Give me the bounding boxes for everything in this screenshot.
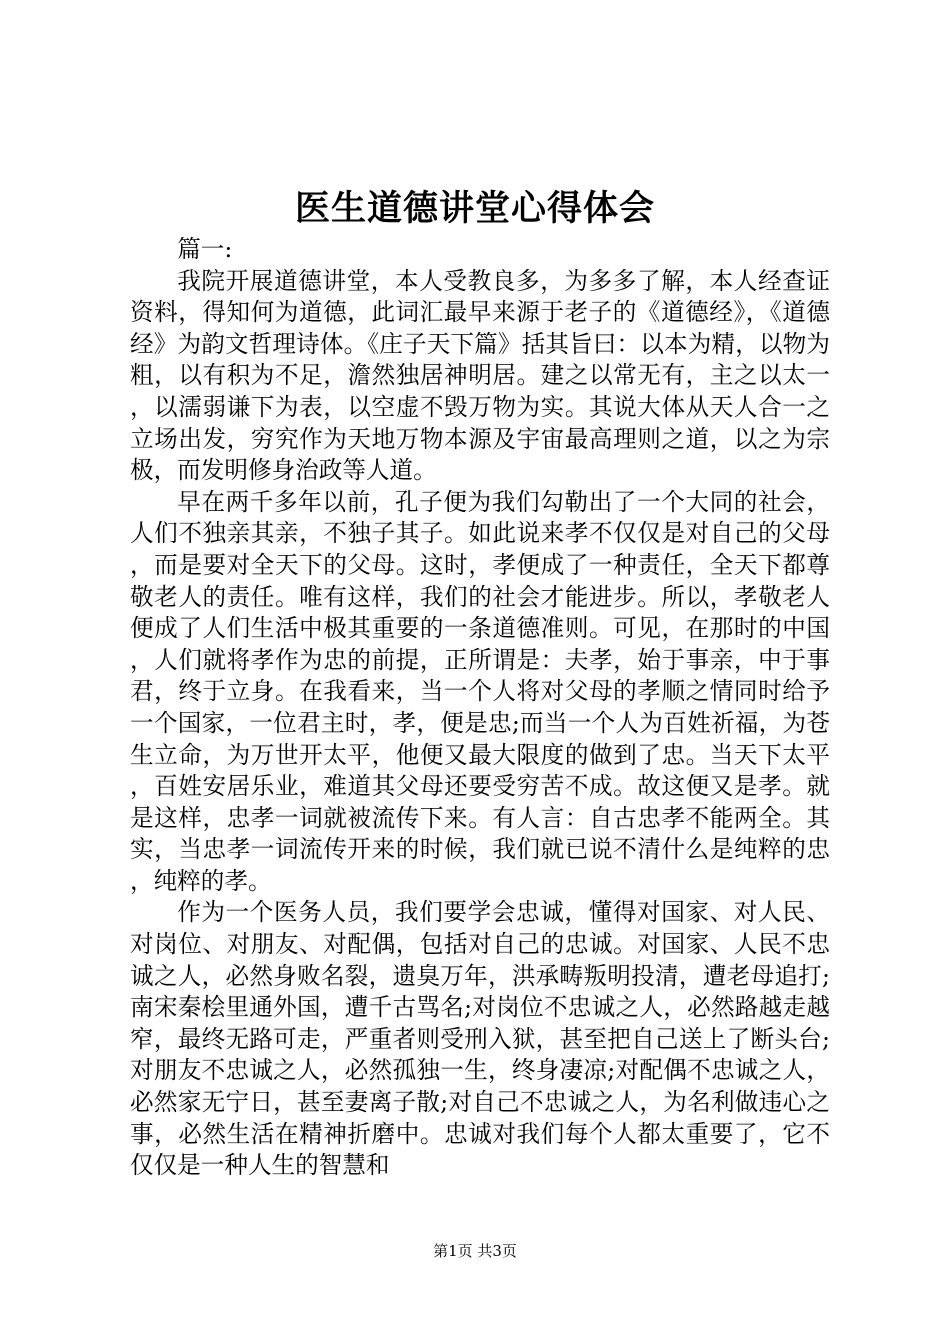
page-footer: 第1页 共3页 <box>433 1242 517 1260</box>
document-body <box>130 234 830 1182</box>
document-title: 医生道德讲堂心得体会 <box>294 188 655 229</box>
paragraph-3: 作为一个医务人员，我们要学会忠诚，懂得对国家、对人民、对岗位、对朋友、对配偶，包括对自己的忠诚。对国家、人民不忠诚之人，必然身败名裂，遗臭万年，洪承畴叛明投清，遭老母追打;南宋秦桧里通外国，遭千古骂名;对岗位不忠诚之人，必然路越走越窄，最终无路可走，严重者则受刑入狱，甚至把自己送上了断头台;对朋友不忠诚之人，必然孤独一生，终身凄凉;对配偶不忠诚之人，必然家无宁日，甚至妻离子散;对自己不忠诚之人，为名利做违心之事，必然生活在精神折磨中。忠诚对我们每个人都太重要了，它不仅仅是一种人生的智慧和 <box>130 898 830 1180</box>
paragraph-section-label: 篇一: <box>177 235 233 263</box>
paragraph-1: 我院开展道德讲堂，本人受教良多，为多多了解，本人经查证资料，得知何为道德，此词汇最早来源于老子的《道德经》，《道德经》为韵文哲理诗体。《庄子天下篇》括其旨曰：以本为精，以物为粗，以有积为不足，澹然独居神明居。建之以常无有，主之以太一，以濡弱谦下为表，以空虚不毁万物为实。其说大体从天人合一之立场出发，穷究作为天地万物本源及宇宙最高理则之道，以之为宗极，而发明修身治政等人道。 <box>130 266 830 485</box>
paragraph-2: 早在两千多年以前，孔子便为我们勾勒出了一个大同的社会，人们不独亲其亲，不独子其子。如此说来孝不仅仅是对自己的父母，而是要对全天下的父母。这时，孝便成了一种责任，全天下都尊敬老人的责任。唯有这样，我们的社会才能进步。所以，孝敬老人便成了人们生活中极其重要的一条道德准则。可见，在那时的中国，人们就将孝作为忠的前提，正所谓是：夫孝，始于事亲，中于事君，终于立身。在我看来，当一个人将对父母的孝顺之情同时给予一个国家，一位君主时，孝，便是忠;而当一个人为百姓祈福，为苍生立命，为万世开太平，他便又最大限度的做到了忠。当天下太平，百姓安居乐业，难道其父母还要受穷苦不成。故这便又是孝。就是这样，忠孝一词就被流传下来。有人言：自古忠孝不能两全。其实，当忠孝一词流传开来的时候，我们就已说不清什么是纯粹的忠，纯粹的孝。 <box>130 487 830 895</box>
